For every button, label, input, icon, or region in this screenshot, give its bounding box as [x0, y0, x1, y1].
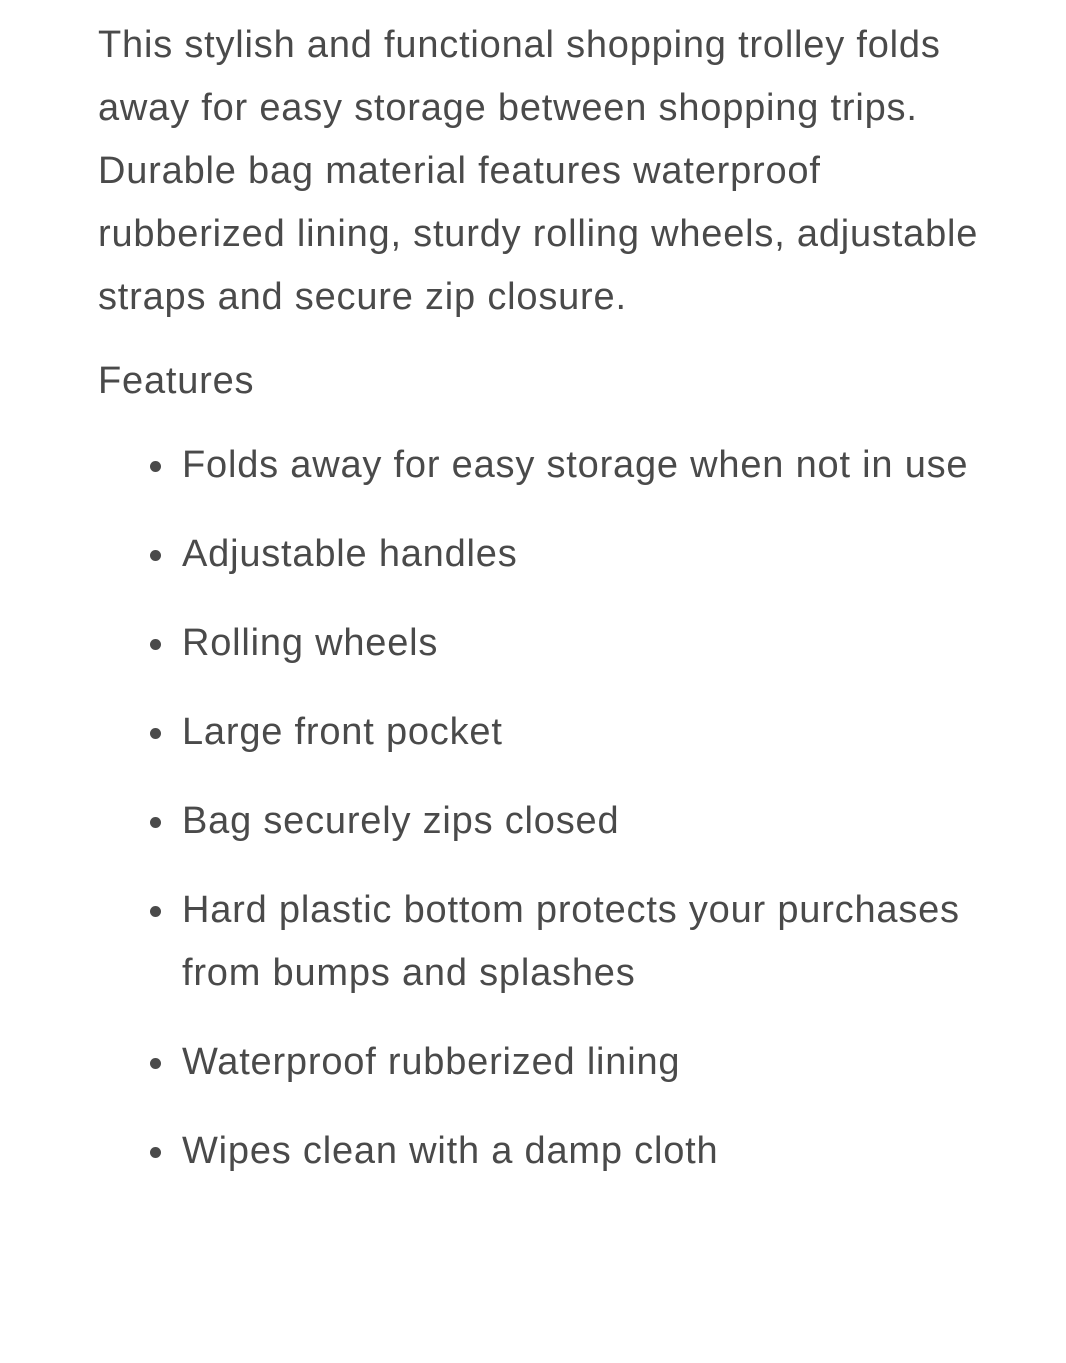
feature-text: Waterproof rubberized lining — [182, 1041, 681, 1083]
bullet-icon — [150, 461, 161, 472]
features-heading: Features — [98, 360, 255, 402]
feature-text: Hard plastic bottom protects your purchases from bumps and splashes — [182, 889, 960, 994]
bullet-icon — [150, 1147, 161, 1158]
feature-item — [98, 790, 998, 853]
feature-item — [98, 1120, 998, 1183]
feature-item — [98, 612, 998, 675]
product-description-section — [98, 14, 998, 1209]
feature-item — [98, 434, 998, 497]
bullet-icon — [150, 550, 161, 561]
feature-item — [98, 1031, 998, 1094]
feature-text: Folds away for easy storage when not in use — [182, 444, 969, 486]
feature-text: Large front pocket — [182, 711, 503, 753]
bullet-icon — [150, 728, 161, 739]
bullet-icon — [150, 817, 161, 828]
bullet-icon — [150, 906, 161, 917]
feature-item — [98, 701, 998, 764]
features-list — [98, 434, 998, 1183]
bullet-icon — [150, 1058, 161, 1069]
feature-text: Adjustable handles — [182, 533, 518, 575]
feature-item — [98, 523, 998, 586]
product-description: This stylish and functional shopping trolley folds away for easy storage between shopping trips. Durable bag material features waterproof rubberized lining, sturdy rolling wheels, adjustable straps and secure zip closure. — [98, 24, 979, 318]
feature-text: Rolling wheels — [182, 622, 439, 664]
feature-text: Bag securely zips closed — [182, 800, 620, 842]
feature-item — [98, 879, 998, 1005]
bullet-icon — [150, 639, 161, 650]
feature-text: Wipes clean with a damp cloth — [182, 1130, 719, 1172]
